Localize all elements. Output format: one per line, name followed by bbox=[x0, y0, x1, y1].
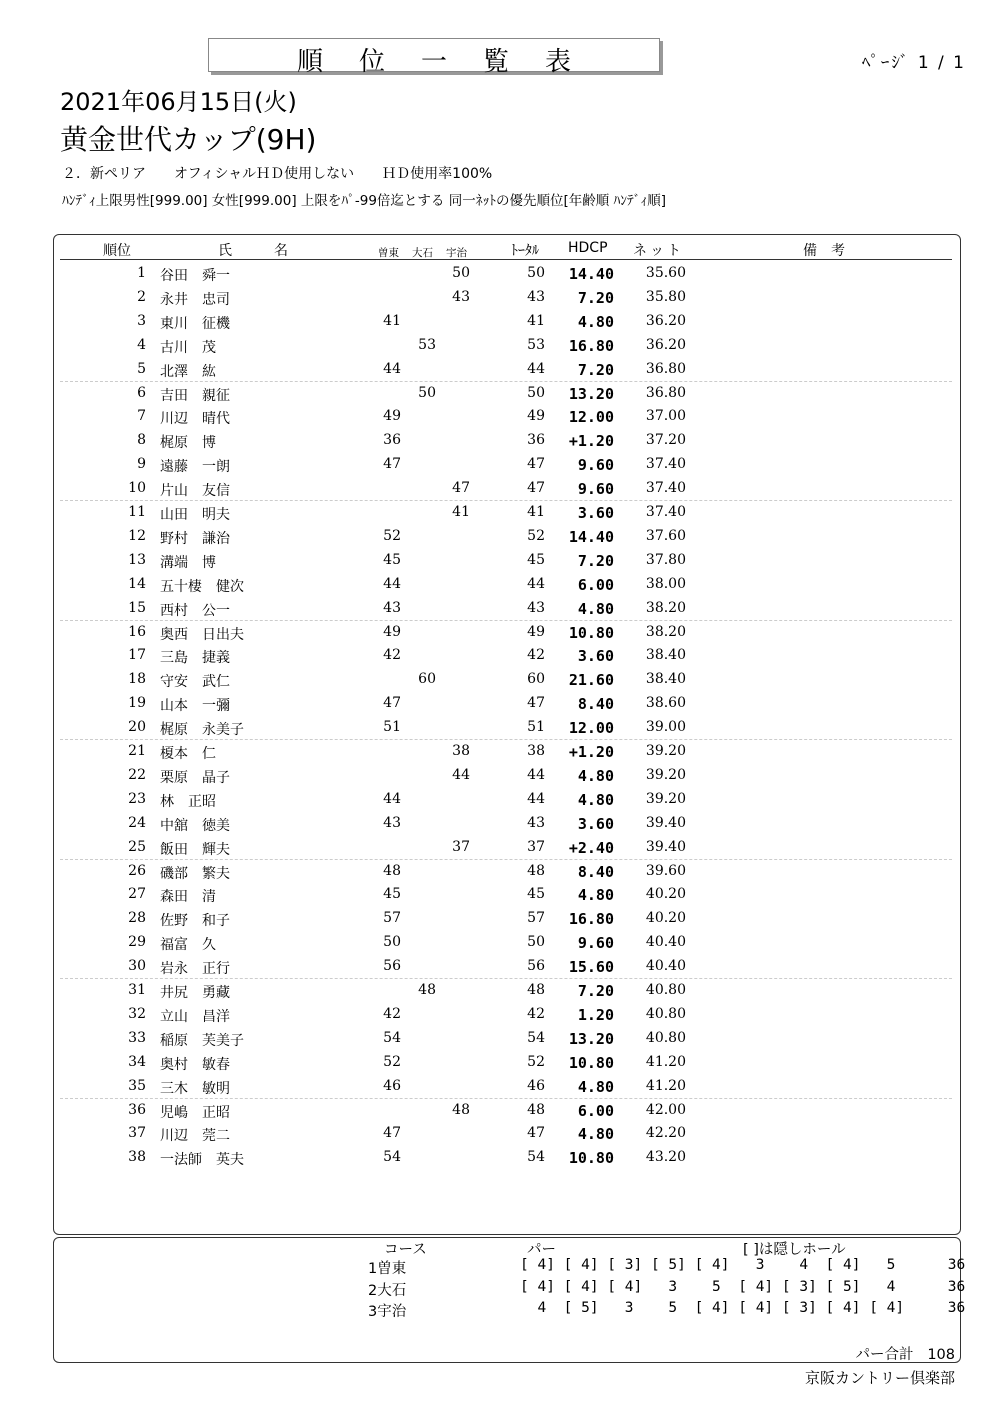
course1-score-cell: 47 bbox=[383, 1125, 401, 1142]
course3-score-cell: 41 bbox=[452, 504, 470, 520]
name-cell: 片山 友信 bbox=[160, 483, 230, 500]
course1-score-cell: 36 bbox=[383, 432, 401, 449]
total-cell: 42 bbox=[527, 647, 545, 664]
hdcp-cell: 4.80 bbox=[577, 599, 614, 618]
name-cell: 梶原 博 bbox=[160, 435, 216, 452]
rank-cell: 7 bbox=[137, 408, 146, 425]
net-cell: 40.80 bbox=[645, 1005, 686, 1022]
name-cell: 立山 昌洋 bbox=[160, 1008, 230, 1025]
name-cell: 稲原 芙美子 bbox=[160, 1032, 244, 1049]
course1-score-cell: 44 bbox=[383, 360, 401, 377]
hdcp-cell: 8.40 bbox=[577, 862, 614, 881]
name-cell: 福富 久 bbox=[160, 937, 216, 954]
table-row bbox=[53, 429, 959, 453]
rank-cell: 34 bbox=[128, 1053, 146, 1070]
header-hdcp: HDCP bbox=[568, 240, 608, 256]
name-cell: 西村 公一 bbox=[160, 602, 230, 619]
hdcp-cell: 10.80 bbox=[568, 1053, 614, 1072]
total-cell: 56 bbox=[527, 958, 545, 975]
table-row bbox=[53, 358, 959, 382]
header-course3: 宇治 bbox=[446, 247, 467, 259]
table-row bbox=[53, 764, 959, 788]
course1-score-cell: 51 bbox=[383, 719, 401, 736]
rank-cell: 8 bbox=[137, 432, 146, 449]
total-cell: 37 bbox=[527, 838, 545, 855]
total-cell: 57 bbox=[527, 910, 545, 927]
net-cell: 38.40 bbox=[645, 647, 686, 664]
net-cell: 35.60 bbox=[645, 265, 686, 281]
net-cell: 39.20 bbox=[645, 743, 686, 759]
rank-cell: 37 bbox=[128, 1125, 146, 1142]
course-hole-pars: 4 [ 5] 3 5 [ 4] [ 4] [ 3] [ 4] [ 4] 36 bbox=[520, 1300, 966, 1316]
hdcp-cell: +1.20 bbox=[568, 743, 614, 761]
table-row bbox=[53, 405, 959, 429]
net-cell: 39.00 bbox=[645, 719, 686, 736]
course1-score-cell: 57 bbox=[383, 910, 401, 927]
par-total bbox=[855, 1343, 955, 1364]
par-total-value: 108 bbox=[927, 1347, 955, 1363]
rank-cell: 11 bbox=[128, 504, 146, 520]
total-cell: 41 bbox=[527, 504, 545, 520]
table-row bbox=[53, 382, 959, 406]
name-cell: 谷田 舜一 bbox=[160, 268, 230, 284]
course-row bbox=[368, 1278, 966, 1301]
net-cell: 37.00 bbox=[645, 408, 686, 425]
hdcp-cell: 16.80 bbox=[568, 336, 614, 355]
course2-score-cell: 48 bbox=[418, 982, 436, 998]
club-name: 京阪カントリー倶楽部 bbox=[804, 1369, 955, 1387]
name-cell: 川辺 晴代 bbox=[160, 411, 230, 428]
hdcp-cell: 14.40 bbox=[568, 265, 614, 283]
table-row bbox=[53, 334, 959, 358]
total-cell: 48 bbox=[527, 982, 545, 998]
total-cell: 50 bbox=[527, 265, 545, 281]
total-cell: 48 bbox=[527, 862, 545, 879]
table-row bbox=[53, 836, 959, 860]
title-box bbox=[208, 38, 660, 77]
rank-cell: 15 bbox=[128, 599, 146, 616]
table-row bbox=[53, 955, 959, 979]
table-row bbox=[53, 692, 959, 716]
table-row bbox=[53, 1027, 959, 1051]
hdcp-cell: 4.80 bbox=[577, 766, 614, 785]
hdcp-cell: 10.80 bbox=[568, 623, 614, 642]
hdcp-cell: 12.00 bbox=[568, 408, 614, 427]
rank-cell: 35 bbox=[128, 1077, 146, 1094]
total-cell: 44 bbox=[527, 360, 545, 377]
table-row bbox=[53, 549, 959, 573]
course1-score-cell: 43 bbox=[383, 814, 401, 831]
rank-cell: 2 bbox=[137, 288, 146, 305]
table-row bbox=[53, 501, 959, 525]
net-cell: 38.60 bbox=[645, 695, 686, 712]
rank-cell: 4 bbox=[137, 336, 146, 353]
name-cell: 三島 捷義 bbox=[160, 650, 230, 667]
scoring-condition: ２．新ペリア オフィシャルＨＤ使用しない ＨＤ使用率100% bbox=[62, 166, 493, 182]
total-cell: 47 bbox=[527, 695, 545, 712]
rank-cell: 22 bbox=[128, 766, 146, 783]
hdcp-cell: 8.40 bbox=[577, 695, 614, 714]
net-cell: 37.80 bbox=[645, 551, 686, 568]
table-row bbox=[53, 907, 959, 931]
net-cell: 43.20 bbox=[645, 1149, 686, 1166]
name-cell: 溝端 博 bbox=[160, 554, 216, 571]
header-remarks: 備 考 bbox=[803, 243, 845, 259]
header-net: ネット bbox=[633, 243, 684, 259]
name-cell: 山田 明夫 bbox=[160, 507, 230, 523]
net-cell: 37.40 bbox=[645, 456, 686, 473]
par-total-label: パー合計 bbox=[855, 1347, 914, 1363]
course1-score-cell: 45 bbox=[383, 886, 401, 903]
name-cell: 栗原 晶子 bbox=[160, 769, 230, 786]
name-cell: 岩永 正行 bbox=[160, 961, 230, 978]
net-cell: 39.20 bbox=[645, 766, 686, 783]
total-cell: 52 bbox=[527, 1053, 545, 1070]
net-cell: 38.00 bbox=[645, 575, 686, 592]
course-name: 3宇治 bbox=[368, 1304, 407, 1320]
event-date: 2021年06月15日(火) bbox=[60, 88, 297, 116]
table-row bbox=[53, 310, 959, 334]
hdcp-cell: 4.80 bbox=[577, 790, 614, 809]
hdcp-cell: 16.80 bbox=[568, 910, 614, 929]
rank-cell: 20 bbox=[128, 719, 146, 736]
course-name: 1曽東 bbox=[368, 1261, 407, 1277]
name-cell: 守安 武仁 bbox=[160, 674, 230, 691]
net-cell: 37.40 bbox=[645, 504, 686, 520]
table-row bbox=[53, 716, 959, 740]
hdcp-cell: +1.20 bbox=[568, 432, 614, 451]
course2-score-cell: 50 bbox=[418, 384, 436, 401]
name-cell: 佐野 和子 bbox=[160, 913, 230, 930]
handicap-rule: ﾊﾝﾃﾞｨ上限男性[999.00] 女性[999.00] 上限をﾊﾟ-99倍迄とする 同一ﾈｯﾄの優先順位[年齢順 ﾊﾝﾃﾞｨ順] bbox=[62, 193, 667, 209]
hdcp-cell: 4.80 bbox=[577, 1125, 614, 1144]
hidden-hole-note: [ ]は隠しホール bbox=[743, 1242, 846, 1258]
rank-cell: 6 bbox=[137, 384, 146, 401]
total-cell: 49 bbox=[527, 623, 545, 640]
course3-score-cell: 38 bbox=[452, 743, 470, 759]
net-cell: 39.40 bbox=[645, 814, 686, 831]
header-course1: 曽東 bbox=[378, 247, 399, 259]
name-cell: 古川 茂 bbox=[160, 339, 216, 356]
hdcp-cell: 7.20 bbox=[577, 982, 614, 1000]
total-cell: 54 bbox=[527, 1029, 545, 1046]
course1-score-cell: 46 bbox=[383, 1077, 401, 1094]
header-total: ﾄｰﾀﾙ bbox=[511, 243, 539, 259]
rank-cell: 9 bbox=[137, 456, 146, 473]
table-row bbox=[53, 525, 959, 549]
course1-score-cell: 43 bbox=[383, 599, 401, 616]
net-cell: 42.20 bbox=[645, 1125, 686, 1142]
course1-score-cell: 44 bbox=[383, 575, 401, 592]
table-row bbox=[53, 477, 959, 501]
rank-cell: 12 bbox=[128, 527, 146, 544]
total-cell: 45 bbox=[527, 886, 545, 903]
rank-cell: 27 bbox=[128, 886, 146, 903]
hdcp-cell: 9.60 bbox=[577, 480, 614, 499]
hdcp-cell: 3.60 bbox=[577, 647, 614, 666]
table-row bbox=[53, 788, 959, 812]
name-cell: 一法師 英夫 bbox=[160, 1152, 244, 1169]
page-number: ﾍﾟｰｼﾞ 1 / 1 bbox=[861, 53, 966, 73]
net-cell: 42.00 bbox=[645, 1101, 686, 1118]
net-cell: 39.40 bbox=[645, 838, 686, 855]
net-cell: 40.40 bbox=[645, 958, 686, 975]
net-cell: 36.20 bbox=[645, 336, 686, 353]
name-cell: 林 正昭 bbox=[160, 793, 216, 810]
hdcp-cell: 7.20 bbox=[577, 288, 614, 307]
rank-cell: 3 bbox=[137, 312, 146, 329]
name-cell: 森田 清 bbox=[160, 889, 216, 906]
hdcp-cell: 6.00 bbox=[577, 1101, 614, 1120]
course1-score-cell: 49 bbox=[383, 623, 401, 640]
net-cell: 36.80 bbox=[645, 360, 686, 377]
course3-score-cell: 48 bbox=[452, 1101, 470, 1118]
rank-cell: 10 bbox=[128, 480, 146, 497]
table-row bbox=[53, 573, 959, 597]
course1-score-cell: 48 bbox=[383, 862, 401, 879]
name-cell: 中舘 徳美 bbox=[160, 817, 230, 834]
total-cell: 47 bbox=[527, 1125, 545, 1142]
total-cell: 42 bbox=[527, 1005, 545, 1022]
rank-cell: 13 bbox=[128, 551, 146, 568]
course2-score-cell: 60 bbox=[418, 671, 436, 688]
total-cell: 43 bbox=[527, 814, 545, 831]
course-name: 2大石 bbox=[368, 1282, 407, 1299]
net-cell: 40.20 bbox=[645, 910, 686, 927]
rank-cell: 24 bbox=[128, 814, 146, 831]
hdcp-cell: 15.60 bbox=[568, 958, 614, 977]
rank-cell: 14 bbox=[128, 575, 146, 592]
total-cell: 44 bbox=[527, 790, 545, 807]
table-row bbox=[53, 1075, 959, 1099]
rank-cell: 38 bbox=[128, 1149, 146, 1166]
rank-cell: 1 bbox=[137, 265, 146, 281]
header-name: 氏 名 bbox=[218, 243, 288, 259]
hdcp-cell: 6.00 bbox=[577, 575, 614, 594]
table-row bbox=[53, 860, 959, 884]
net-cell: 37.20 bbox=[645, 432, 686, 449]
rank-cell: 18 bbox=[128, 671, 146, 688]
net-cell: 40.20 bbox=[645, 886, 686, 903]
total-cell: 51 bbox=[527, 719, 545, 736]
table-row bbox=[53, 1003, 959, 1027]
total-cell: 43 bbox=[527, 288, 545, 305]
name-cell: 飯田 輝夫 bbox=[160, 841, 230, 858]
net-cell: 36.20 bbox=[645, 312, 686, 329]
hdcp-cell: 21.60 bbox=[568, 671, 614, 690]
course1-score-cell: 44 bbox=[383, 790, 401, 807]
name-cell: 奥西 日出夫 bbox=[160, 626, 244, 643]
table-row bbox=[53, 979, 959, 1003]
net-cell: 39.60 bbox=[645, 862, 686, 879]
course-row bbox=[368, 1257, 966, 1279]
hdcp-cell: 13.20 bbox=[568, 384, 614, 403]
hdcp-cell: 3.60 bbox=[577, 504, 614, 522]
rank-cell: 36 bbox=[128, 1101, 146, 1118]
hdcp-cell: 7.20 bbox=[577, 360, 614, 379]
rank-cell: 31 bbox=[128, 982, 146, 998]
name-cell: 東川 征機 bbox=[160, 315, 230, 332]
rank-cell: 17 bbox=[128, 647, 146, 664]
table-row bbox=[53, 668, 959, 692]
rank-cell: 28 bbox=[128, 910, 146, 927]
hdcp-cell: +2.40 bbox=[568, 838, 614, 857]
total-cell: 43 bbox=[527, 599, 545, 616]
hdcp-cell: 3.60 bbox=[577, 814, 614, 833]
hdcp-cell: 7.20 bbox=[577, 551, 614, 570]
total-cell: 50 bbox=[527, 384, 545, 401]
rank-cell: 29 bbox=[128, 934, 146, 951]
hdcp-cell: 12.00 bbox=[568, 719, 614, 738]
table-row bbox=[53, 812, 959, 836]
total-cell: 52 bbox=[527, 527, 545, 544]
name-cell: 榎本 仁 bbox=[160, 746, 216, 762]
course-hole-pars: [ 4] [ 4] [ 3] [ 5] [ 4] 3 4 [ 4] 5 36 bbox=[520, 1257, 966, 1273]
table-row bbox=[53, 740, 959, 764]
hdcp-cell: 4.80 bbox=[577, 886, 614, 905]
course1-score-cell: 56 bbox=[383, 958, 401, 975]
total-cell: 54 bbox=[527, 1149, 545, 1166]
net-cell: 35.80 bbox=[645, 288, 686, 305]
rank-cell: 19 bbox=[128, 695, 146, 712]
table-row bbox=[53, 1099, 959, 1123]
course-row bbox=[368, 1300, 966, 1322]
course3-score-cell: 50 bbox=[452, 265, 470, 281]
hdcp-cell: 9.60 bbox=[577, 456, 614, 475]
net-cell: 38.20 bbox=[645, 599, 686, 616]
name-cell: 五十棲 健次 bbox=[160, 578, 244, 595]
net-cell: 40.40 bbox=[645, 934, 686, 951]
net-cell: 40.80 bbox=[645, 982, 686, 998]
header-divider bbox=[60, 259, 952, 260]
net-cell: 37.60 bbox=[645, 527, 686, 544]
table-row bbox=[53, 1051, 959, 1075]
header-rank: 順位 bbox=[103, 243, 131, 259]
total-cell: 50 bbox=[527, 934, 545, 951]
name-cell: 川辺 莞二 bbox=[160, 1128, 230, 1145]
competition-name: 黄金世代カップ(9H) bbox=[60, 123, 317, 156]
table-row bbox=[53, 1122, 959, 1146]
course1-score-cell: 49 bbox=[383, 408, 401, 425]
rank-cell: 26 bbox=[128, 862, 146, 879]
total-cell: 45 bbox=[527, 551, 545, 568]
rank-cell: 21 bbox=[128, 743, 146, 759]
total-cell: 46 bbox=[527, 1077, 545, 1094]
table-row bbox=[53, 883, 959, 907]
name-cell: 遠藤 一朗 bbox=[160, 459, 230, 476]
course1-score-cell: 41 bbox=[383, 312, 401, 329]
rank-cell: 32 bbox=[128, 1005, 146, 1022]
course1-score-cell: 47 bbox=[383, 695, 401, 712]
rank-cell: 30 bbox=[128, 958, 146, 975]
course1-score-cell: 45 bbox=[383, 551, 401, 568]
header-course2: 大石 bbox=[412, 247, 433, 259]
hdcp-cell: 1.20 bbox=[577, 1005, 614, 1024]
table-row bbox=[53, 621, 959, 645]
page-title: 順位一覧表 bbox=[296, 47, 607, 77]
net-cell: 38.40 bbox=[645, 671, 686, 688]
course1-score-cell: 52 bbox=[383, 527, 401, 544]
total-cell: 47 bbox=[527, 480, 545, 497]
net-cell: 41.20 bbox=[645, 1053, 686, 1070]
name-cell: 山本 一彌 bbox=[160, 698, 230, 715]
name-cell: 野村 謙治 bbox=[160, 530, 230, 547]
total-cell: 47 bbox=[527, 456, 545, 473]
rank-cell: 25 bbox=[128, 838, 146, 855]
total-cell: 36 bbox=[527, 432, 545, 449]
rank-cell: 33 bbox=[128, 1029, 146, 1046]
table-row bbox=[53, 931, 959, 955]
rank-cell: 23 bbox=[128, 790, 146, 807]
total-cell: 49 bbox=[527, 408, 545, 425]
net-cell: 36.80 bbox=[645, 384, 686, 401]
table-row bbox=[53, 262, 959, 286]
course3-score-cell: 43 bbox=[452, 288, 470, 305]
name-cell: 永井 忠司 bbox=[160, 291, 230, 308]
net-cell: 37.40 bbox=[645, 480, 686, 497]
course-hole-pars: [ 4] [ 4] [ 4] 3 5 [ 4] [ 3] [ 5] 4 36 bbox=[520, 1278, 966, 1295]
net-cell: 40.80 bbox=[645, 1029, 686, 1046]
course1-score-cell: 54 bbox=[383, 1149, 401, 1166]
course1-score-cell: 42 bbox=[383, 1005, 401, 1022]
course1-score-cell: 47 bbox=[383, 456, 401, 473]
rank-cell: 5 bbox=[137, 360, 146, 377]
course3-score-cell: 47 bbox=[452, 480, 470, 497]
table-row bbox=[53, 1146, 959, 1170]
name-cell: 三木 敏明 bbox=[160, 1080, 230, 1097]
total-cell: 53 bbox=[527, 336, 545, 353]
course-label: コース bbox=[384, 1242, 427, 1258]
total-cell: 38 bbox=[527, 743, 545, 759]
net-cell: 41.20 bbox=[645, 1077, 686, 1094]
hdcp-cell: 14.40 bbox=[568, 527, 614, 546]
name-cell: 吉田 親征 bbox=[160, 387, 230, 404]
net-cell: 39.20 bbox=[645, 790, 686, 807]
course3-score-cell: 37 bbox=[452, 838, 470, 855]
name-cell: 児嶋 正昭 bbox=[160, 1104, 230, 1121]
hdcp-cell: 4.80 bbox=[577, 1077, 614, 1096]
course1-score-cell: 50 bbox=[383, 934, 401, 951]
name-cell: 北澤 紘 bbox=[160, 363, 216, 380]
course1-score-cell: 54 bbox=[383, 1029, 401, 1046]
net-cell: 38.20 bbox=[645, 623, 686, 640]
course1-score-cell: 52 bbox=[383, 1053, 401, 1070]
hdcp-cell: 4.80 bbox=[577, 312, 614, 331]
hdcp-cell: 13.20 bbox=[568, 1029, 614, 1048]
par-label: パー bbox=[527, 1242, 556, 1258]
total-cell: 44 bbox=[527, 575, 545, 592]
total-cell: 41 bbox=[527, 312, 545, 329]
total-cell: 48 bbox=[527, 1101, 545, 1118]
course1-score-cell: 42 bbox=[383, 647, 401, 664]
course3-score-cell: 44 bbox=[452, 766, 470, 783]
total-cell: 60 bbox=[527, 671, 545, 688]
name-cell: 井尻 勇藏 bbox=[160, 985, 230, 1001]
name-cell: 奥村 敏春 bbox=[160, 1056, 230, 1073]
rank-cell: 16 bbox=[128, 623, 146, 640]
course2-score-cell: 53 bbox=[418, 336, 436, 353]
table-row bbox=[53, 597, 959, 621]
total-cell: 44 bbox=[527, 766, 545, 783]
table-row bbox=[53, 644, 959, 668]
table-row bbox=[53, 286, 959, 310]
hdcp-cell: 10.80 bbox=[568, 1149, 614, 1168]
name-cell: 磯部 繁夫 bbox=[160, 865, 230, 882]
hdcp-cell: 9.60 bbox=[577, 934, 614, 953]
table-row bbox=[53, 453, 959, 477]
name-cell: 梶原 永美子 bbox=[160, 722, 244, 739]
